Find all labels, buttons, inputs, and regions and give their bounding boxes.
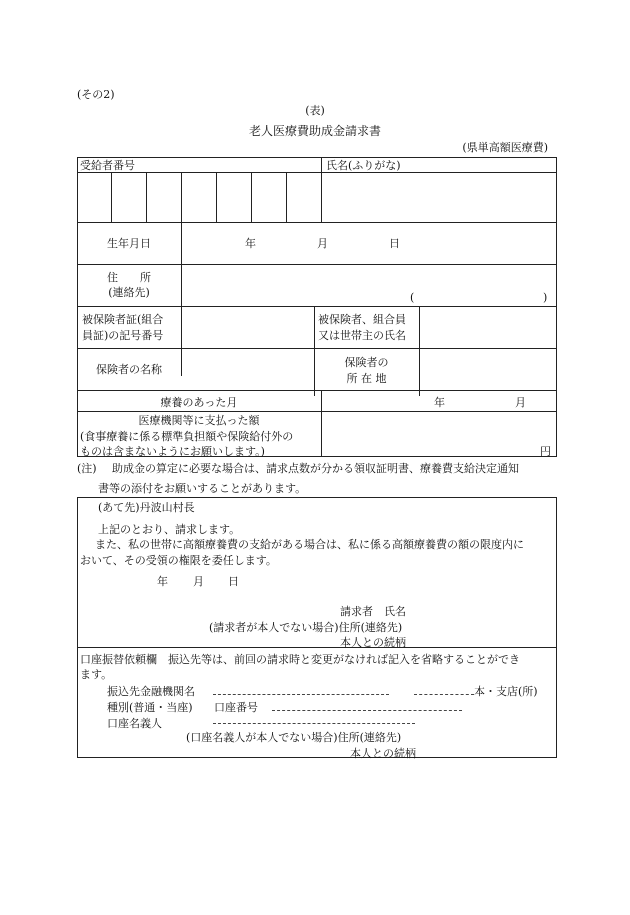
page-title: 老人医療費助成金請求書 [248,124,381,138]
care-month-field[interactable] [322,391,556,411]
birth-year-unit: 年 [245,237,256,250]
form-number: (その2) [77,88,115,101]
account-number-field[interactable] [272,710,462,711]
front-side-label: (表) [305,104,325,117]
birth-month-unit: 月 [317,237,328,250]
insurer-name-field[interactable] [182,349,313,389]
insured-name-label-2: 又は世帯主の氏名 [318,329,406,342]
phone-paren-open: ( [410,291,415,304]
insurer-address-label-1: 保険者の [344,356,389,369]
birth-date-field[interactable] [182,223,556,263]
paid-amount-note-2: ものは含まないようにお願いします。) [80,445,265,458]
insurer-address-label-2: 所 在 地 [346,372,387,385]
account-holder-label: 口座名義人 [107,717,162,730]
account-number-label: 口座番号 [214,701,258,714]
account-holder-field[interactable] [213,723,415,724]
bank-heading-2: ます。 [80,668,113,681]
name-field[interactable] [322,173,556,221]
insured-card-label-2: 員証)の記号番号 [82,329,164,342]
holder-address-label: (口座名義人が本人でない場合)住所(連絡先) [186,731,402,744]
claimant-address-label: (請求者が本人でない場合)住所(連絡先) [209,621,403,634]
insured-card-label-1: 被保険者証(組合 [82,313,164,326]
branch-label: 本・支店(所) [474,685,538,698]
insurer-name-label: 保険者の名称 [96,363,162,376]
institution-label: 振込先金融機関名 [107,685,195,698]
care-month-unit: 月 [515,396,526,409]
note-prefix: (注) [77,462,97,475]
request-line-2: また、私の世帯に高額療養費の支給がある場合は、私に係る高額療養費の額の限度内に [95,538,524,551]
contact-label: (連絡先) [108,286,150,299]
insured-name-field[interactable] [420,307,556,347]
address-label: 住 所 [107,271,151,284]
paid-amount-note-1: (食事療養に係る標準負担額や保険給付外の [80,430,294,443]
name-furigana-label: 氏名(ふりがな) [326,159,401,172]
institution-field[interactable] [213,694,389,695]
insured-card-number-field[interactable] [182,307,313,347]
note-line-2: 書等の添付をお願いすることがあります。 [98,482,307,495]
addressee: (あて先)丹波山村長 [98,501,195,514]
phone-paren-close: ) [543,291,548,304]
insured-name-label-1: 被保険者、組合員 [318,313,406,326]
branch-field[interactable] [414,694,474,695]
insurer-address-field[interactable] [420,349,556,389]
page-subtitle: (県単高額医療費) [462,141,548,154]
birth-day-unit: 日 [389,237,400,250]
paid-amount-label: 医療機関等に支払った額 [138,414,260,427]
birth-date-label: 生年月日 [107,237,151,250]
bank-heading: 口座振替依頼欄 振込先等は、前回の請求時と変更がなければ記入を省略することができ [80,653,520,666]
request-date-year: 年 [157,575,168,588]
claimant-relationship-label: 本人との続柄 [340,636,406,649]
request-date-day: 日 [228,575,239,588]
request-line-3: おいて、その受領の権限を委任します。 [80,554,277,567]
yen-unit: 円 [540,445,551,458]
note-line-1: 助成金の算定に必要な場合は、請求点数が分かる領収証明書、療養費支給決定通知 [112,462,519,475]
holder-relationship-label: 本人との続柄 [350,747,416,760]
care-year-unit: 年 [434,396,445,409]
claimant-name-label: 請求者 氏名 [340,605,406,618]
request-date-month: 月 [193,575,204,588]
paid-amount-field[interactable] [322,412,556,456]
recipient-number-label: 受給者番号 [80,159,135,172]
request-line-1: 上記のとおり、請求します。 [98,523,241,536]
account-type-label: 種別(普通・当座) [107,701,193,714]
address-field[interactable] [182,265,556,305]
care-month-label: 療養のあった月 [160,396,238,409]
